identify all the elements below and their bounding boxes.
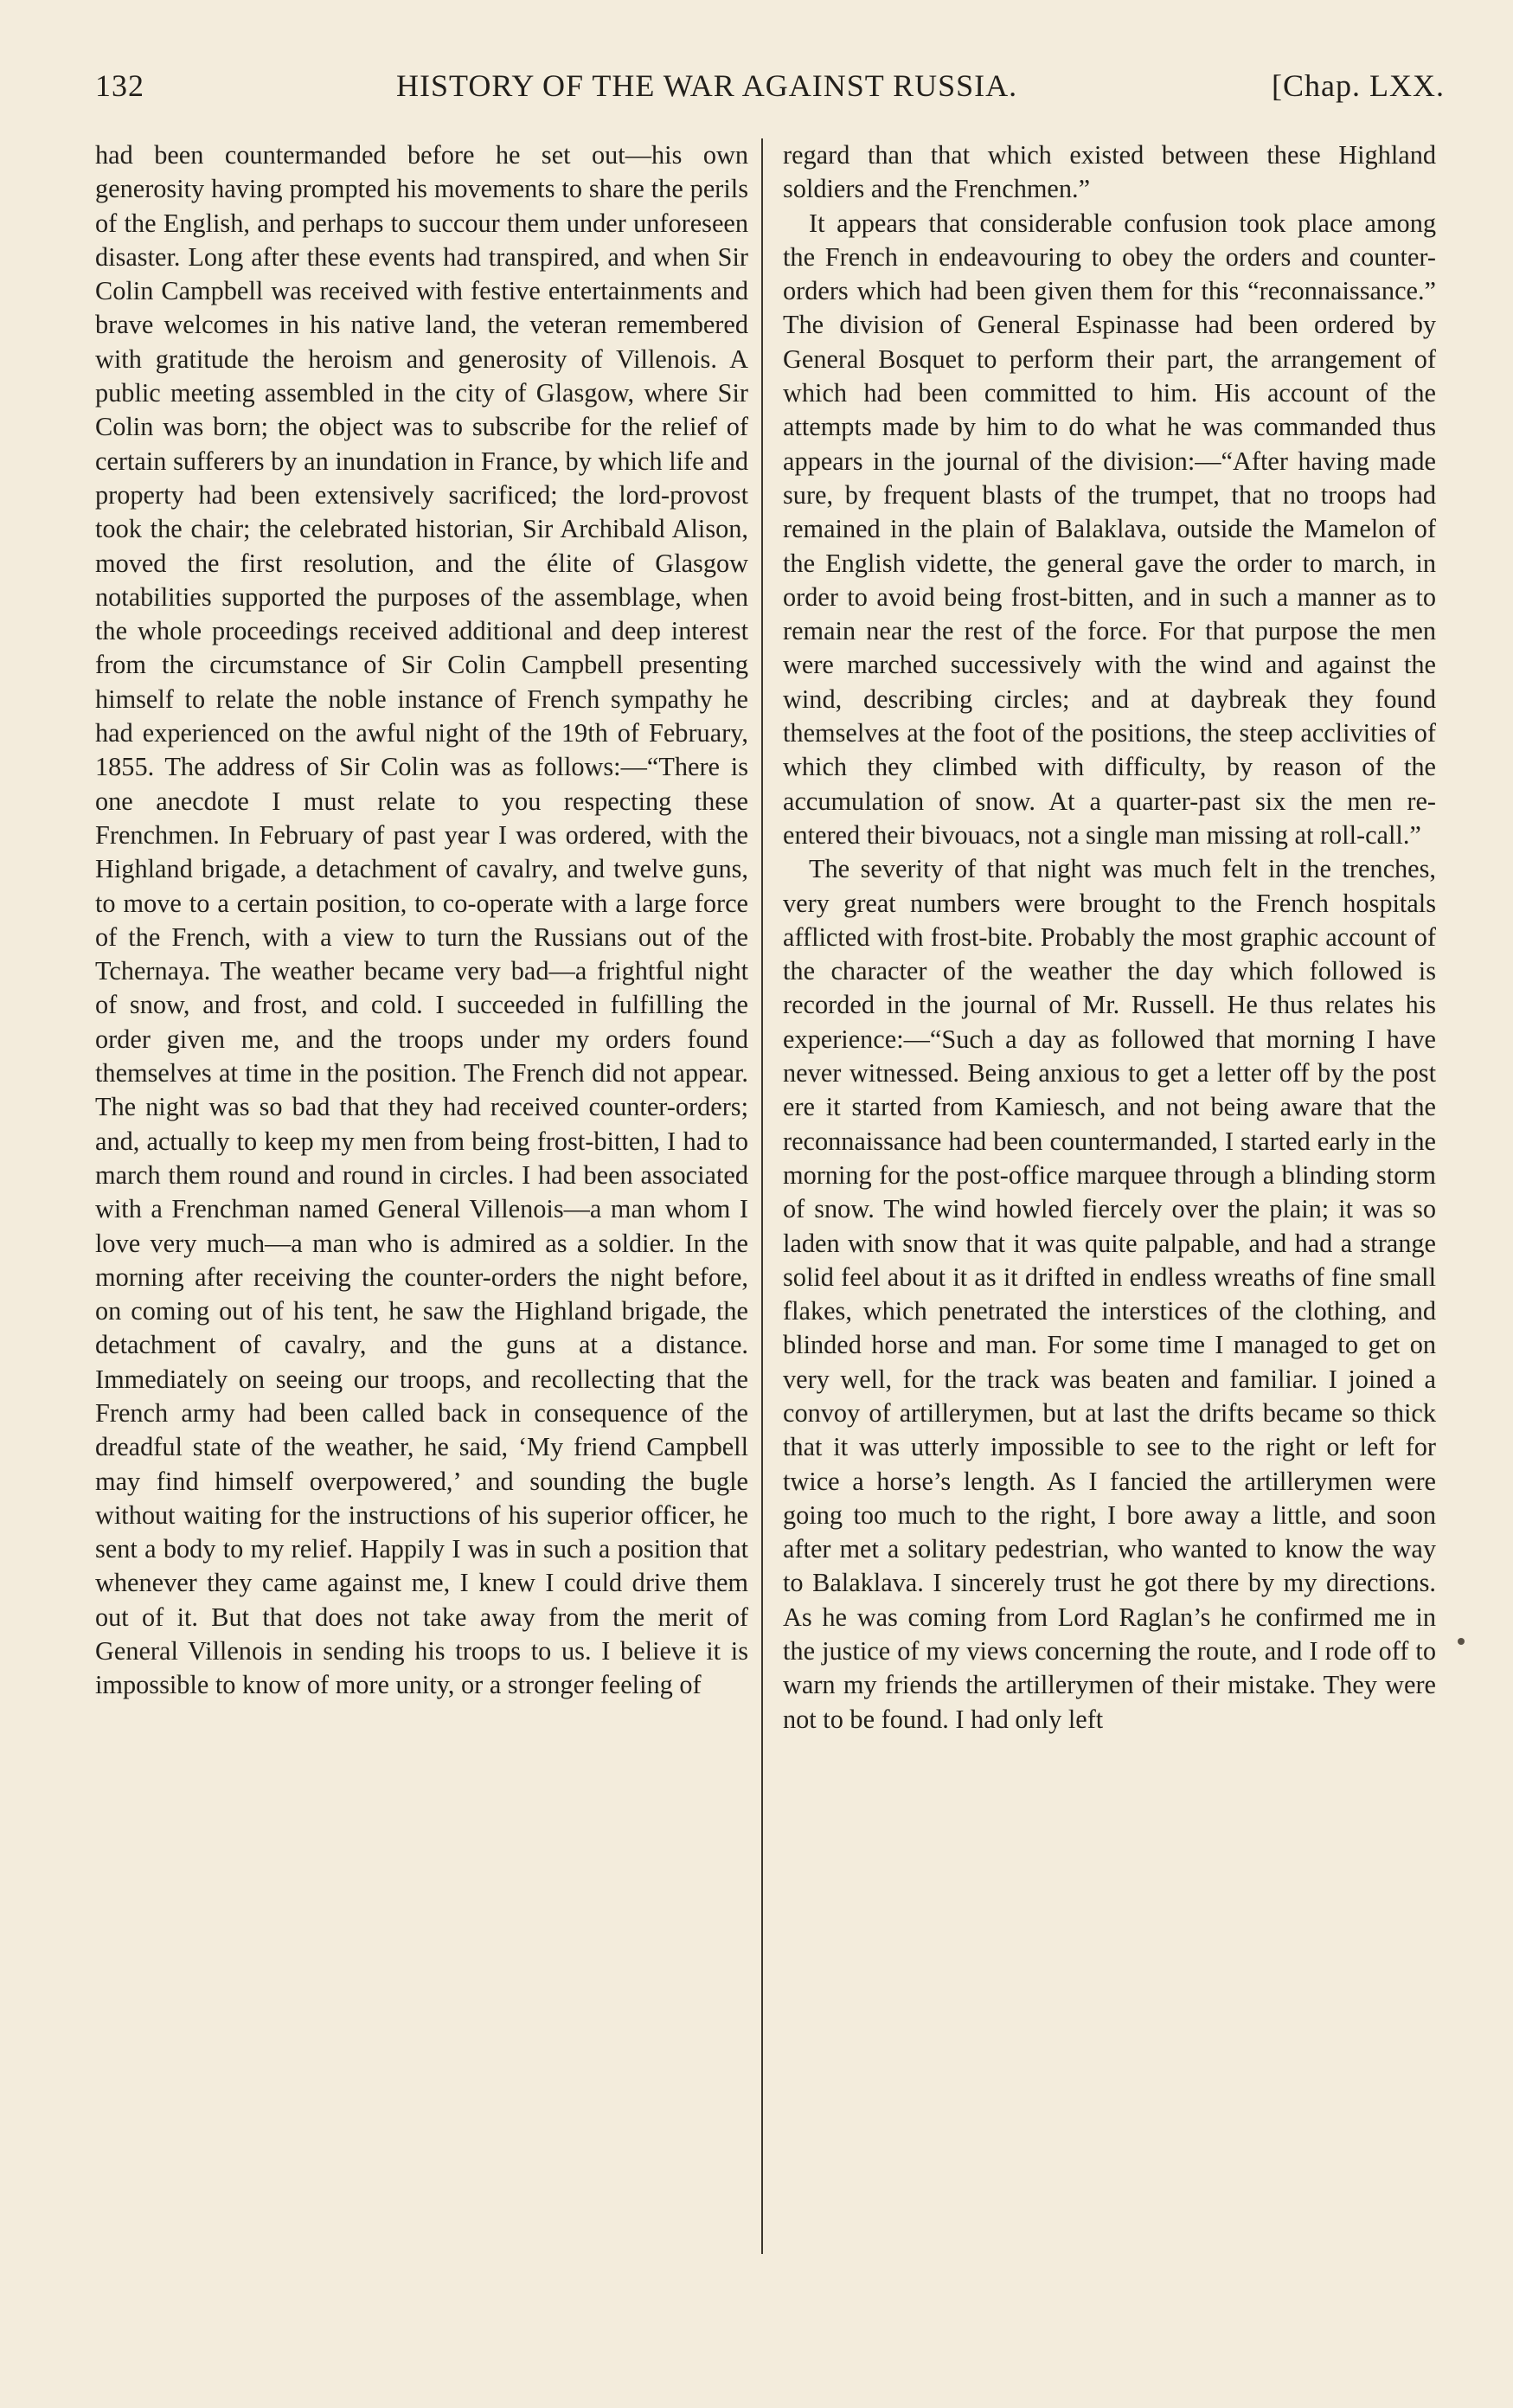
right-paragraph-1: regard than that which existed between these Highland soldiers and the Frenchmen.”: [783, 140, 1436, 204]
column-divider: [761, 138, 763, 2254]
right-paragraph-2: It appears that considerable confusion took place among the French in endeavouring to obey the orders and counter-orders which had been given them for this “reconnaissance.” The division of General Espinasse had been ordered by General Bosquet to perform their part, the arrangement of which had been committed to him. His account of the attempts made by him to do what he was commanded thus appears in the journal of the division:—“After having made sure, by frequent blasts of the trumpet, that no troops had remained in the plain of Balaklava, outside the Mamelon of the English vidette, the general gave the order to march, in order to avoid being frost-bitten, and in such a manner as to remain near the rest of the force. For that purpose the men were marched successively with the wind and against the wind, describing circles; and at daybreak they found themselves at the foot of the positions, the steep acclivities of which they climbed with difficulty, by reason of the accumulation of snow. At a quarter-past six the men re-entered their bivouacs, not a single man missing at roll-call.”: [783, 208, 1436, 850]
right-column: [783, 138, 1436, 1737]
running-title: HISTORY OF THE WAR AGAINST RUSSIA.: [396, 68, 1018, 103]
page-number: 132: [95, 68, 144, 103]
chapter-reference: [Chap. LXX.: [1272, 68, 1445, 103]
right-paragraph-3: The severity of that night was much felt in the trenches, very great numbers were brought to the French hospitals afflicted with frost-bite. Probably the most graphic account of the character of the weather the day which followed is recorded in the journal of Mr. Russell. He thus relates his experience:—“Such a day as followed that morning I have never witnessed. Being anxious to get a letter off by the post ere it started from Kamiesch, and not being aware that the reconnaissance had been countermanded, I started early in the morning for the post-office marquee through a blinding storm of snow. The wind howled fiercely over the plain; it was so laden with snow that it was quite palpable, and had a strange solid feel about it as it drifted in endless wreaths of fine small flakes, which penetrated the interstices of the clothing, and blinded horse and man. For some time I managed to get on very well, for the track was beaten and familiar. I joined a convoy of artillerymen, but at last the drifts became so thick that it was utterly impossible to see to the right or left for twice a horse’s length. As I fancied the artillerymen were going too much to the right, I bore away a little, and soon after met a solitary pedestrian, who wanted to know the way to Balaklava. I sincerely trust he got there by my directions. As he was coming from Lord Raglan’s he confirmed me in the justice of my views concerning the route, and I rode off to warn my friends the artillerymen of their mistake. They were not to be found. I had only left: [783, 854, 1436, 1734]
left-column: [95, 138, 748, 1703]
left-paragraph-1: had been countermanded before he set out—his own generosity having prompted his movements to share the perils of the English, and perhaps to succour them under unforeseen disaster. Long after these events had transpired, and when Sir Colin Campbell was received with festive entertainments and brave welcomes in his native land, the veteran remembered with gratitude the heroism and generosity of Villenois. A public meeting assembled in the city of Glasgow, where Sir Colin was born; the object was to subscribe for the relief of certain sufferers by an inundation in France, by which life and property had been extensively sacrificed; the lord-provost took the chair; the celebrated historian, Sir Archibald Alison, moved the first resolution, and the élite of Glasgow notabilities supported the purposes of the assemblage, when the whole proceedings received additional and deep interest from the circumstance of Sir Colin Campbell presenting himself to relate the noble instance of French sympathy he had experienced on the awful night of the 19th of February, 1855. The address of Sir Colin was as follows:—“There is one anecdote I must relate to you respecting these Frenchmen. In February of past year I was ordered, with the Highland brigade, a detachment of cavalry, and twelve guns, to move to a certain position, to co-operate with a large force of the French, with a view to turn the Russians out of the Tchernaya. The weather became very bad—a frightful night of snow, and frost, and cold. I succeeded in fulfilling the order given me, and the troops under my orders found themselves at time in the position. The French did not appear. The night was so bad that they had received counter-orders; and, actually to keep my men from being frost-bitten, I had to march them round and round in circles. I had been associated with a Frenchman named General Villenois—a man whom I love very much—a man who is admired as a soldier. In the morning after receiving the counter-orders the night before, on coming out of his tent, he saw the Highland brigade, the detachment of cavalry, and the guns at a distance. Immediately on seeing our troops, and recollecting that the French army had been called back in consequence of the dreadful state of the weather, he said, ‘My friend Campbell may find himself overpowered,’ and sounding the bugle without waiting for the instructions of his superior officer, he sent a body to my relief. Happily I was in such a position that whenever they came against me, I knew I could drive them out of it. But that does not take away from the merit of General Villenois in sending his troops to us. I believe it is impossible to know of more unity, or a stronger feeling of: [95, 140, 748, 1700]
page-header: [95, 67, 1445, 111]
ink-speck: [1458, 1638, 1465, 1645]
